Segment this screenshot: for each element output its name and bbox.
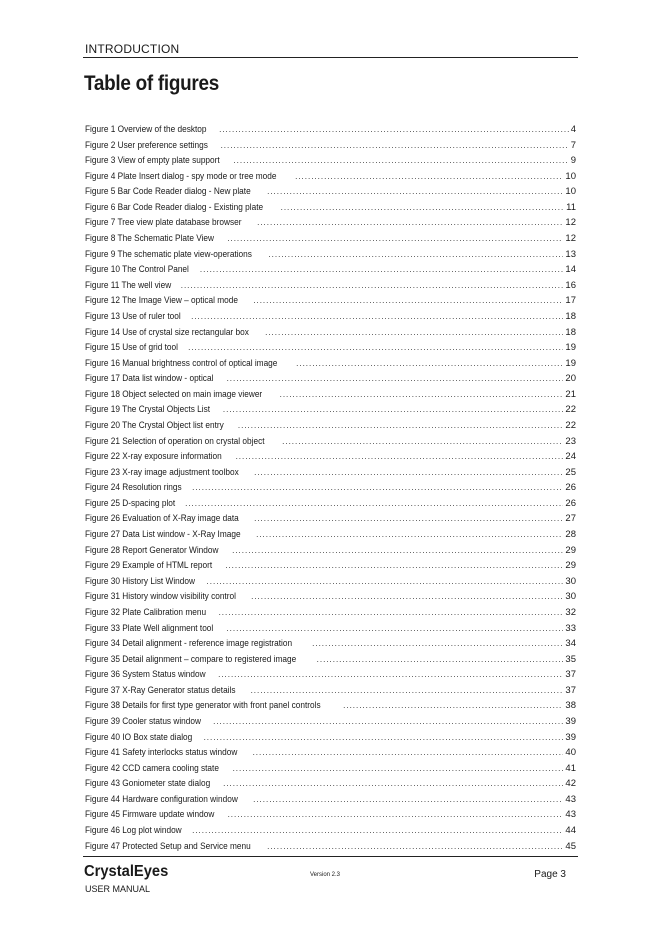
toc-dot-leader xyxy=(226,621,563,637)
toc-dot-leader xyxy=(265,325,563,341)
toc-entry-page: 7 xyxy=(570,139,576,151)
toc-dot-leader xyxy=(233,153,568,169)
toc-entry-label: Figure 42 CCD camera cooling state xyxy=(85,762,219,773)
toc-dot-leader xyxy=(257,215,563,231)
toc-entry-page: 19 xyxy=(565,342,576,354)
toc-entry[interactable] xyxy=(85,496,576,512)
version-label: Version 2.3 xyxy=(310,872,341,878)
toc-entry-label: Figure 38 Details for first type generator with front panel controls xyxy=(85,700,321,711)
toc-entry-label: Figure 47 Protected Setup and Service menu xyxy=(85,840,251,851)
toc-dot-leader xyxy=(268,247,563,263)
toc-entry-page: 41 xyxy=(565,762,576,774)
toc-entry-label: Figure 44 Hardware configuration window xyxy=(85,793,238,804)
toc-entry-label: Figure 28 Report Generator Window xyxy=(85,544,219,555)
toc-entry[interactable] xyxy=(85,730,576,746)
toc-dot-leader xyxy=(185,496,563,512)
toc-entry[interactable] xyxy=(85,215,576,231)
table-of-figures-list xyxy=(85,122,576,854)
toc-dot-leader xyxy=(204,730,564,746)
toc-entry[interactable] xyxy=(85,309,576,325)
toc-dot-leader xyxy=(228,807,564,823)
toc-dot-leader xyxy=(312,636,563,652)
toc-dot-leader xyxy=(219,122,569,138)
toc-entry-page: 13 xyxy=(565,248,576,260)
toc-entry-page: 27 xyxy=(565,513,576,525)
toc-dot-leader xyxy=(253,792,563,808)
toc-entry-label: Figure 26 Evaluation of X-Ray image data xyxy=(85,513,239,524)
toc-entry[interactable] xyxy=(85,418,576,434)
toc-entry-label: Figure 23 X-ray image adjustment toolbox xyxy=(85,466,239,477)
toc-entry-label: Figure 10 The Control Panel xyxy=(85,264,189,275)
toc-entry[interactable] xyxy=(85,792,576,808)
toc-entry-label: Figure 25 D-spacing plot xyxy=(85,497,176,508)
toc-dot-leader xyxy=(236,449,564,465)
toc-dot-leader xyxy=(253,745,564,761)
toc-entry-page: 37 xyxy=(565,684,576,696)
toc-entry-label: Figure 14 Use of crystal size rectangular box xyxy=(85,326,249,337)
toc-entry-page: 33 xyxy=(565,622,576,634)
toc-dot-leader xyxy=(207,574,564,590)
toc-entry[interactable] xyxy=(85,169,576,185)
toc-dot-leader xyxy=(281,200,565,216)
toc-entry[interactable] xyxy=(85,153,576,169)
manual-subtitle: USER MANUAL xyxy=(85,884,151,894)
toc-entry-label: Figure 4 Plate Insert dialog - spy mode or tree mode xyxy=(85,170,277,181)
toc-entry-label: Figure 17 Data list window - optical xyxy=(85,373,214,384)
toc-dot-leader xyxy=(251,683,564,699)
toc-entry[interactable] xyxy=(85,683,576,699)
toc-entry-page: 4 xyxy=(570,124,576,135)
toc-entry-page: 24 xyxy=(565,451,576,463)
toc-dot-leader xyxy=(233,761,564,777)
toc-entry-label: Figure 41 Safety interlocks status window xyxy=(85,747,238,758)
toc-entry[interactable] xyxy=(85,761,576,777)
toc-entry-page: 39 xyxy=(565,731,576,743)
toc-entry-label: Figure 15 Use of grid tool xyxy=(85,342,178,353)
toc-entry-label: Figure 8 The Schematic Plate View xyxy=(85,233,215,244)
toc-entry-page: 42 xyxy=(565,778,576,790)
toc-entry-label: Figure 29 Example of HTML report xyxy=(85,560,213,571)
toc-dot-leader xyxy=(181,278,564,294)
toc-entry-page: 43 xyxy=(565,793,576,805)
toc-entry[interactable] xyxy=(85,636,576,652)
section-header: INTRODUCTION xyxy=(85,42,180,56)
toc-entry[interactable] xyxy=(85,807,576,823)
toc-entry-page: 18 xyxy=(565,310,576,322)
toc-entry-page: 23 xyxy=(565,435,576,447)
toc-entry-page: 30 xyxy=(565,591,576,603)
toc-entry-label: Figure 20 The Crystal Object list entry xyxy=(85,419,224,430)
toc-entry[interactable] xyxy=(85,356,576,372)
toc-entry[interactable] xyxy=(85,589,576,605)
toc-entry[interactable] xyxy=(85,138,576,154)
toc-entry-label: Figure 16 Manual brightness control of optical image xyxy=(85,357,278,368)
toc-entry-label: Figure 30 History List Window xyxy=(85,575,195,586)
toc-entry[interactable] xyxy=(85,293,576,309)
toc-entry-label: Figure 34 Detail alignment - reference image registration xyxy=(85,638,293,649)
toc-entry[interactable] xyxy=(85,200,576,216)
toc-dot-leader xyxy=(251,589,563,605)
toc-entry-page: 28 xyxy=(565,529,576,541)
toc-entry-label: Figure 12 The Image View – optical mode xyxy=(85,295,238,306)
toc-entry[interactable] xyxy=(85,621,576,637)
toc-entry-label: Figure 31 History window visibility control xyxy=(85,591,236,602)
toc-dot-leader xyxy=(200,262,564,278)
toc-entry-label: Figure 39 Cooler status window xyxy=(85,715,201,726)
toc-dot-leader xyxy=(192,823,563,839)
toc-entry[interactable] xyxy=(85,325,576,341)
toc-entry-label: Figure 18 Object selected on main image viewer xyxy=(85,388,263,399)
toc-entry-page: 35 xyxy=(565,653,576,665)
toc-entry-label: Figure 1 Overview of the desktop xyxy=(85,124,207,134)
toc-dot-leader xyxy=(213,714,563,730)
toc-entry[interactable] xyxy=(85,465,576,481)
toc-entry-page: 18 xyxy=(565,326,576,338)
toc-entry-page: 34 xyxy=(565,638,576,650)
toc-dot-leader xyxy=(267,839,563,855)
toc-entry-page: 12 xyxy=(565,217,576,229)
toc-entry-page: 22 xyxy=(565,404,576,416)
toc-entry-label: Figure 24 Resolution rings xyxy=(85,482,182,493)
toc-entry-label: Figure 45 Firmware update window xyxy=(85,809,215,820)
toc-entry-page: 21 xyxy=(565,388,576,400)
toc-entry-label: Figure 19 The Crystal Objects List xyxy=(85,404,211,415)
toc-entry-label: Figure 2 User preference settings xyxy=(85,139,208,150)
toc-entry-page: 14 xyxy=(565,264,576,276)
toc-entry[interactable] xyxy=(85,839,576,855)
toc-entry[interactable] xyxy=(85,714,576,730)
toc-dot-leader xyxy=(317,652,564,668)
page-number: Page 3 xyxy=(534,869,566,880)
toc-entry-label: Figure 22 X-ray exposure information xyxy=(85,451,222,462)
toc-dot-leader xyxy=(219,605,564,621)
toc-entry[interactable] xyxy=(85,449,576,465)
toc-dot-leader xyxy=(223,402,564,418)
toc-dot-leader xyxy=(280,387,564,403)
toc-dot-leader xyxy=(282,434,563,450)
toc-dot-leader xyxy=(296,356,563,372)
toc-entry[interactable] xyxy=(85,402,576,418)
toc-entry[interactable] xyxy=(85,543,576,559)
toc-dot-leader xyxy=(191,309,563,325)
toc-entry-label: Figure 40 IO Box state dialog xyxy=(85,731,193,742)
toc-entry-label: Figure 21 Selection of operation on crystal object xyxy=(85,435,265,446)
toc-entry[interactable] xyxy=(85,558,576,574)
toc-entry-page: 45 xyxy=(565,840,576,852)
toc-entry-label: Figure 35 Detail alignment – compare to registered image xyxy=(85,653,297,664)
toc-entry-page: 22 xyxy=(565,419,576,431)
toc-entry-page: 10 xyxy=(565,186,576,198)
toc-entry-label: Figure 46 Log plot window xyxy=(85,825,182,836)
toc-entry[interactable] xyxy=(85,122,576,138)
toc-dot-leader xyxy=(232,543,563,559)
toc-dot-leader xyxy=(254,511,563,527)
toc-entry-label: Figure 13 Use of ruler tool xyxy=(85,310,181,321)
toc-entry-page: 9 xyxy=(570,155,576,167)
toc-entry-page: 40 xyxy=(565,747,576,759)
toc-entry-page: 25 xyxy=(565,466,576,478)
toc-dot-leader xyxy=(267,184,563,200)
toc-entry[interactable] xyxy=(85,434,576,450)
toc-entry[interactable] xyxy=(85,698,576,714)
toc-entry-page: 38 xyxy=(565,700,576,712)
toc-entry-page: 12 xyxy=(565,233,576,245)
toc-dot-leader xyxy=(254,465,563,481)
toc-entry[interactable] xyxy=(85,480,576,496)
toc-entry-label: Figure 27 Data List window - X-Ray Image xyxy=(85,529,241,540)
toc-dot-leader xyxy=(188,340,563,356)
header-divider xyxy=(83,57,578,58)
toc-dot-leader xyxy=(225,558,563,574)
page-title: Table of figures xyxy=(84,72,219,95)
toc-entry-label: Figure 3 View of empty plate support xyxy=(85,155,220,166)
toc-entry[interactable] xyxy=(85,574,576,590)
toc-entry[interactable] xyxy=(85,371,576,387)
toc-entry[interactable] xyxy=(85,667,576,683)
toc-dot-leader xyxy=(227,371,564,387)
toc-dot-leader xyxy=(218,667,563,683)
toc-entry-label: Figure 37 X-Ray Generator status details xyxy=(85,684,236,695)
toc-entry-page: 39 xyxy=(565,715,576,727)
toc-entry-label: Figure 36 System Status window xyxy=(85,669,206,680)
toc-entry[interactable] xyxy=(85,823,576,839)
toc-entry-page: 19 xyxy=(565,357,576,369)
toc-entry-label: Figure 33 Plate Well alignment tool xyxy=(85,622,214,633)
toc-entry[interactable] xyxy=(85,511,576,527)
toc-entry-page: 37 xyxy=(565,669,576,681)
toc-dot-leader xyxy=(253,293,563,309)
toc-dot-leader xyxy=(295,169,563,185)
toc-dot-leader xyxy=(223,776,563,792)
toc-entry[interactable] xyxy=(85,340,576,356)
toc-entry-page: 26 xyxy=(565,482,576,494)
toc-entry-label: Figure 43 Goniometer state dialog xyxy=(85,778,211,789)
toc-entry-page: 26 xyxy=(565,497,576,509)
toc-dot-leader xyxy=(192,480,563,496)
product-name: CrystalEyes xyxy=(84,863,169,880)
toc-entry-page: 16 xyxy=(565,279,576,291)
toc-dot-leader xyxy=(343,698,563,714)
toc-entry-page: 30 xyxy=(565,575,576,587)
toc-entry-label: Figure 32 Plate Calibration menu xyxy=(85,606,207,617)
toc-entry[interactable] xyxy=(85,247,576,263)
toc-entry-page: 17 xyxy=(565,295,576,307)
toc-dot-leader xyxy=(238,418,564,434)
toc-entry[interactable] xyxy=(85,387,576,403)
toc-entry-label: Figure 6 Bar Code Reader dialog - Existing plate xyxy=(85,201,264,212)
toc-entry-page: 20 xyxy=(565,373,576,385)
toc-entry[interactable] xyxy=(85,745,576,761)
toc-entry-label: Figure 9 The schematic plate view-operations xyxy=(85,248,252,259)
toc-entry-page: 43 xyxy=(565,809,576,821)
toc-entry[interactable] xyxy=(85,262,576,278)
toc-entry[interactable] xyxy=(85,278,576,294)
toc-entry[interactable] xyxy=(85,527,576,543)
toc-entry[interactable] xyxy=(85,776,576,792)
toc-entry-label: Figure 5 Bar Code Reader dialog - New plate xyxy=(85,186,251,197)
toc-entry-label: Figure 11 The well view xyxy=(85,279,172,290)
toc-dot-leader xyxy=(221,138,569,154)
toc-entry[interactable] xyxy=(85,231,576,247)
toc-entry-page: 11 xyxy=(566,201,576,213)
toc-entry-page: 10 xyxy=(565,170,576,182)
toc-dot-leader xyxy=(227,231,563,247)
toc-entry-label: Figure 7 Tree view plate database browser xyxy=(85,217,242,228)
toc-entry[interactable] xyxy=(85,652,576,668)
toc-entry-page: 29 xyxy=(565,560,576,572)
footer-divider xyxy=(83,856,578,857)
toc-entry-page: 32 xyxy=(565,606,576,618)
toc-entry-page: 44 xyxy=(565,825,576,837)
toc-entry[interactable] xyxy=(85,184,576,200)
toc-entry[interactable] xyxy=(85,605,576,621)
toc-entry-page: 29 xyxy=(565,544,576,556)
toc-dot-leader xyxy=(256,527,563,543)
